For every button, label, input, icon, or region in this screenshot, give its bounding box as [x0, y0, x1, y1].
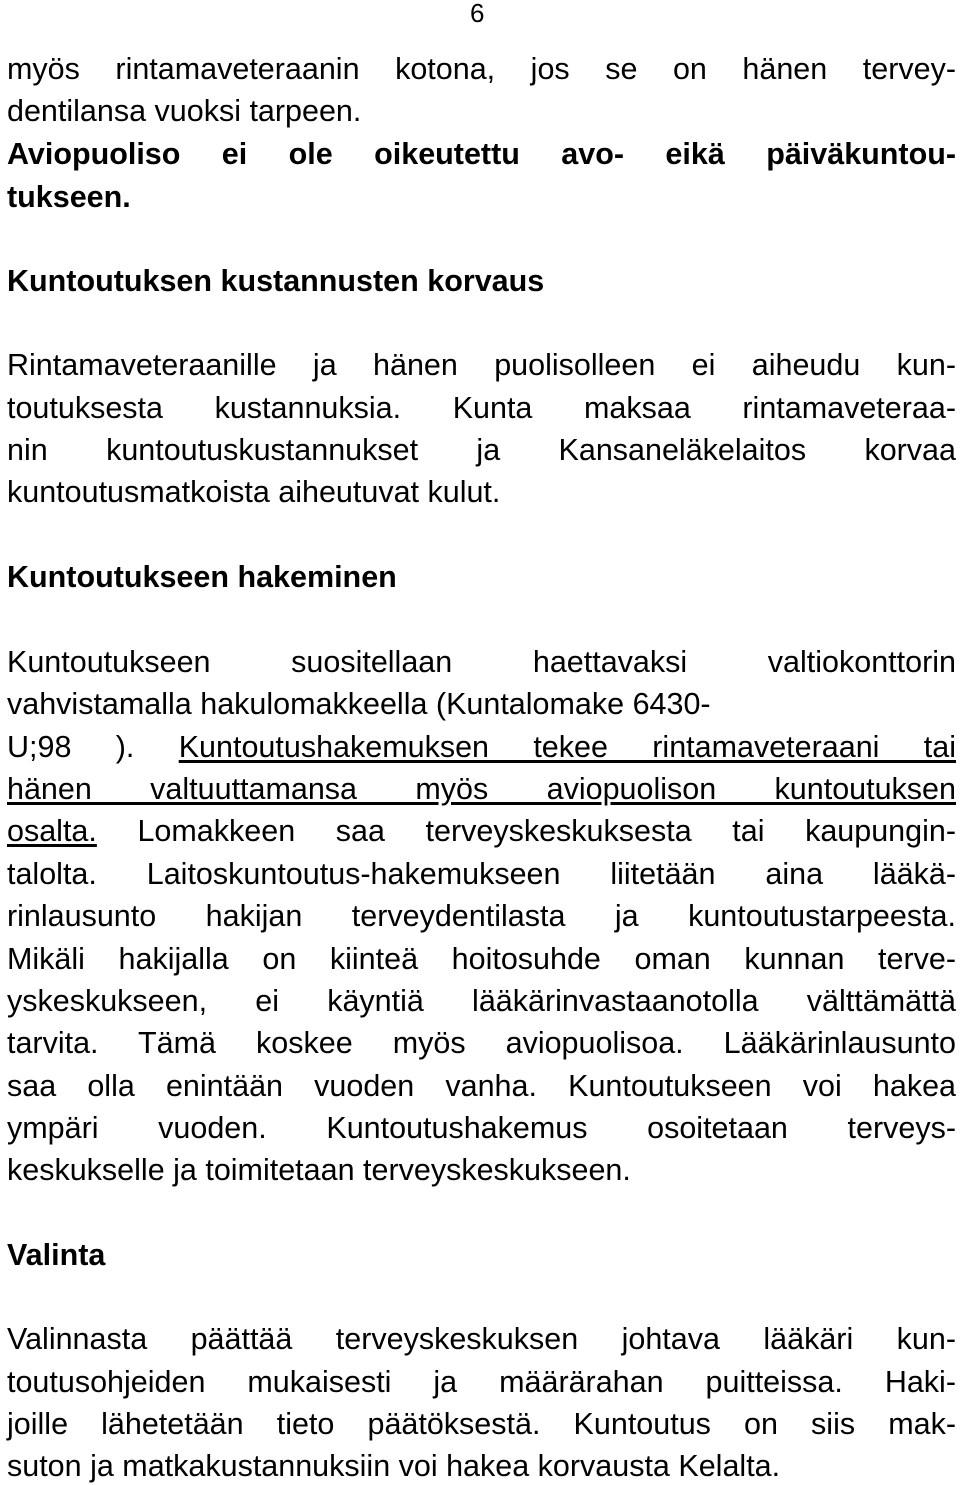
text-line: ympäri vuoden. Kuntoutushakemus osoitetaan terveys-: [7, 1111, 956, 1145]
text-line: myös rintamaveteraanin kotona, jos se on hänen tervey-: [7, 52, 956, 86]
text-line: keskukselle ja toimitetaan terveyskeskukseen.: [7, 1153, 631, 1187]
text-line: yskeskukseen, ei käyntiä lääkärinvastaanotolla välttämättä: [7, 984, 956, 1018]
underlined-text-line: hänen valtuuttamansa myös aviopuolison kuntoutuksen: [7, 772, 956, 806]
underlined-text: osalta.: [7, 814, 97, 848]
text-line: rinlausunto hakijan terveydentilasta ja kuntoutustarpeesta.: [7, 899, 956, 933]
text-line: Mikäli hakijalla on kiinteä hoitosuhde oman kunnan terve-: [7, 942, 956, 976]
text-line: toutusohjeiden mukaisesti ja määrärahan puitteissa. Haki-: [7, 1365, 956, 1399]
text-line: Valinnasta päättää terveyskeskuksen johtava lääkäri kun-: [7, 1322, 956, 1356]
text-line: talolta. Laitoskuntoutus-hakemukseen liitetään aina lääkä-: [7, 857, 956, 891]
text-line: suton ja matkakustannuksiin voi hakea korvausta Kelalta.: [7, 1449, 781, 1483]
text-line: Rintamaveteraanille ja hänen puolisolleen ei aiheudu kun-: [7, 348, 956, 382]
section-heading-selection: Valinta: [7, 1238, 106, 1272]
text-line: nin kuntoutuskustannukset ja Kansaneläkelaitos korvaa: [7, 433, 956, 467]
text-span: U;98 ).: [7, 730, 179, 764]
underlined-text: Kuntoutushakemuksen tekee rintamaveteraani tai: [178, 730, 956, 764]
text-line: [7, 730, 956, 764]
section-heading-costs: Kuntoutuksen kustannusten korvaus: [7, 264, 545, 298]
text-line: Aviopuoliso ei ole oikeutettu avo- eikä päiväkuntou-: [7, 137, 956, 171]
text-line: dentilansa vuoksi tarpeen.: [7, 94, 362, 128]
text-line: [7, 814, 956, 848]
text-line: Kuntoutukseen suositellaan haettavaksi valtiokonttorin: [7, 645, 956, 679]
section-heading-application: Kuntoutukseen hakeminen: [7, 560, 397, 594]
text-line: tukseen.: [7, 180, 131, 214]
text-line: kuntoutusmatkoista aiheutuvat kulut.: [7, 475, 501, 509]
text-line: joille lähetetään tieto päätöksestä. Kuntoutus on siis mak-: [7, 1407, 956, 1441]
text-span: Lomakkeen saa terveyskeskuksesta tai kaupungin-: [96, 814, 956, 848]
page-number: 6: [470, 0, 485, 28]
text-line: vahvistamalla hakulomakkeella (Kuntalomake 6430-: [7, 687, 711, 721]
text-line: saa olla enintään vuoden vanha. Kuntoutukseen voi hakea: [7, 1069, 956, 1103]
text-line: tarvita. Tämä koskee myös aviopuolisoa. Lääkärinlausunto: [7, 1026, 956, 1060]
text-line: toutuksesta kustannuksia. Kunta maksaa rintamaveteraa-: [7, 391, 956, 425]
